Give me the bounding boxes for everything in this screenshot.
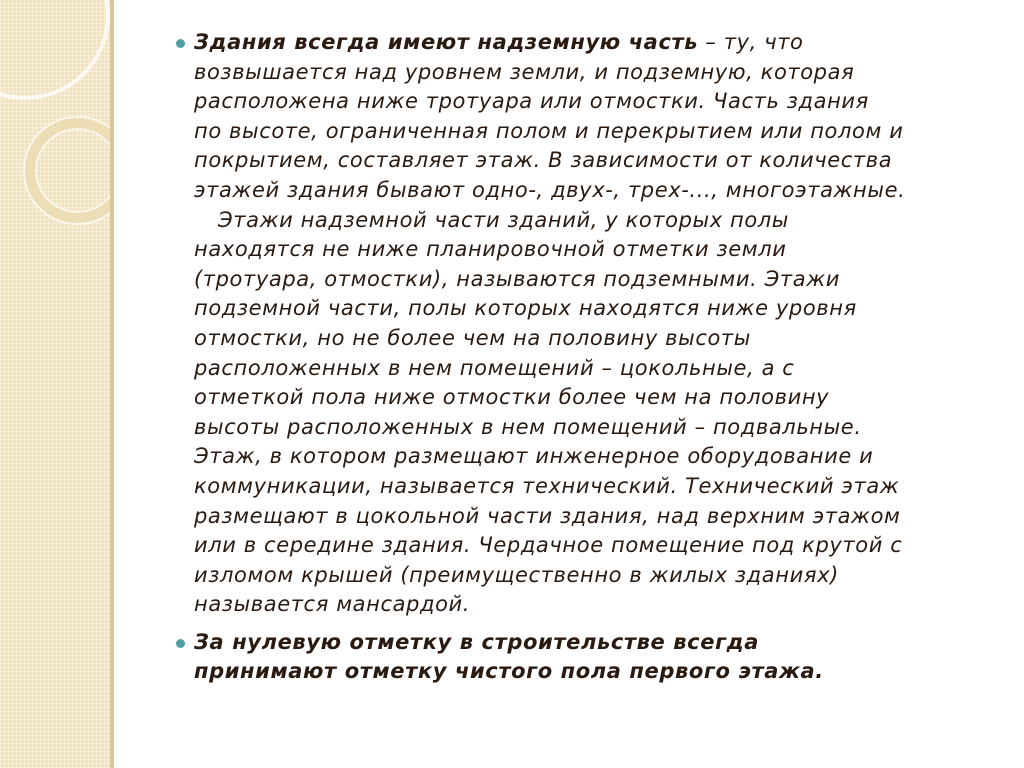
text-line: Этаж, в котором размещают инженерное оборудование и: [194, 444, 874, 469]
text-line: по высоте, ограниченная полом и перекрытием или полом и: [194, 118, 904, 143]
text-line: покрытием, составляет этаж. В зависимости от количества: [194, 148, 893, 173]
text-line: изломом крышей (преимущественно в жилых зданиях): [194, 562, 839, 587]
text-line: высоты расположенных в нем помещений – подвальные.: [194, 414, 862, 439]
text-line: подземной части, полы которых находятся ниже уровня: [194, 296, 857, 321]
text-line: расположенных в нем помещений – цокольные, а с: [194, 355, 795, 380]
text-line: отмостки, но не более чем на половину высоты: [194, 325, 751, 350]
indented-text: Этажи надземной части зданий, у которых полы: [218, 207, 789, 232]
band-divider: [110, 0, 114, 768]
text-line: За нулевую отметку в строительстве всегда: [194, 629, 759, 654]
text-line: расположена ниже тротуара или отмостки. Часть здания: [194, 89, 869, 114]
text-line: [194, 206, 1004, 236]
decorative-ring: [25, 118, 110, 223]
text-line: называется мансардой.: [194, 592, 471, 617]
text-line: находятся не ниже планировочной отметки земли: [194, 237, 787, 262]
text-line: отметкой пола ниже отмостки более чем на половину: [194, 385, 830, 410]
text-line: этажей здания бывают одно-, двух-, трех-..., многоэтажные.: [194, 177, 906, 202]
bullet-paragraph-1: [174, 28, 1004, 620]
text-line: принимают отметку чистого пола первого этажа.: [194, 659, 824, 684]
bullet-icon: [176, 639, 185, 648]
text-line: размещают в цокольной части здания, над верхним этажом: [194, 503, 901, 528]
text-line: возвышается над уровнем земли, и подземную, которая: [194, 59, 855, 84]
lead-rest: – ту, что: [698, 30, 804, 54]
decorative-ring: [0, 0, 110, 100]
bold-lead: Здания всегда имеют надземную часть: [194, 30, 699, 54]
text-line: коммуникации, называется технический. Технический этаж: [194, 473, 900, 498]
text-line: [194, 28, 1004, 58]
slide-body: [174, 28, 1004, 687]
text-line: (тротуара, отмостки), называются подземными. Этажи: [194, 266, 840, 291]
bullet-paragraph-2: [174, 628, 1004, 687]
decorative-side-band: [0, 0, 110, 768]
bullet-icon: [176, 39, 185, 48]
text-line: или в середине здания. Чердачное помещение под крутой с: [194, 533, 903, 558]
